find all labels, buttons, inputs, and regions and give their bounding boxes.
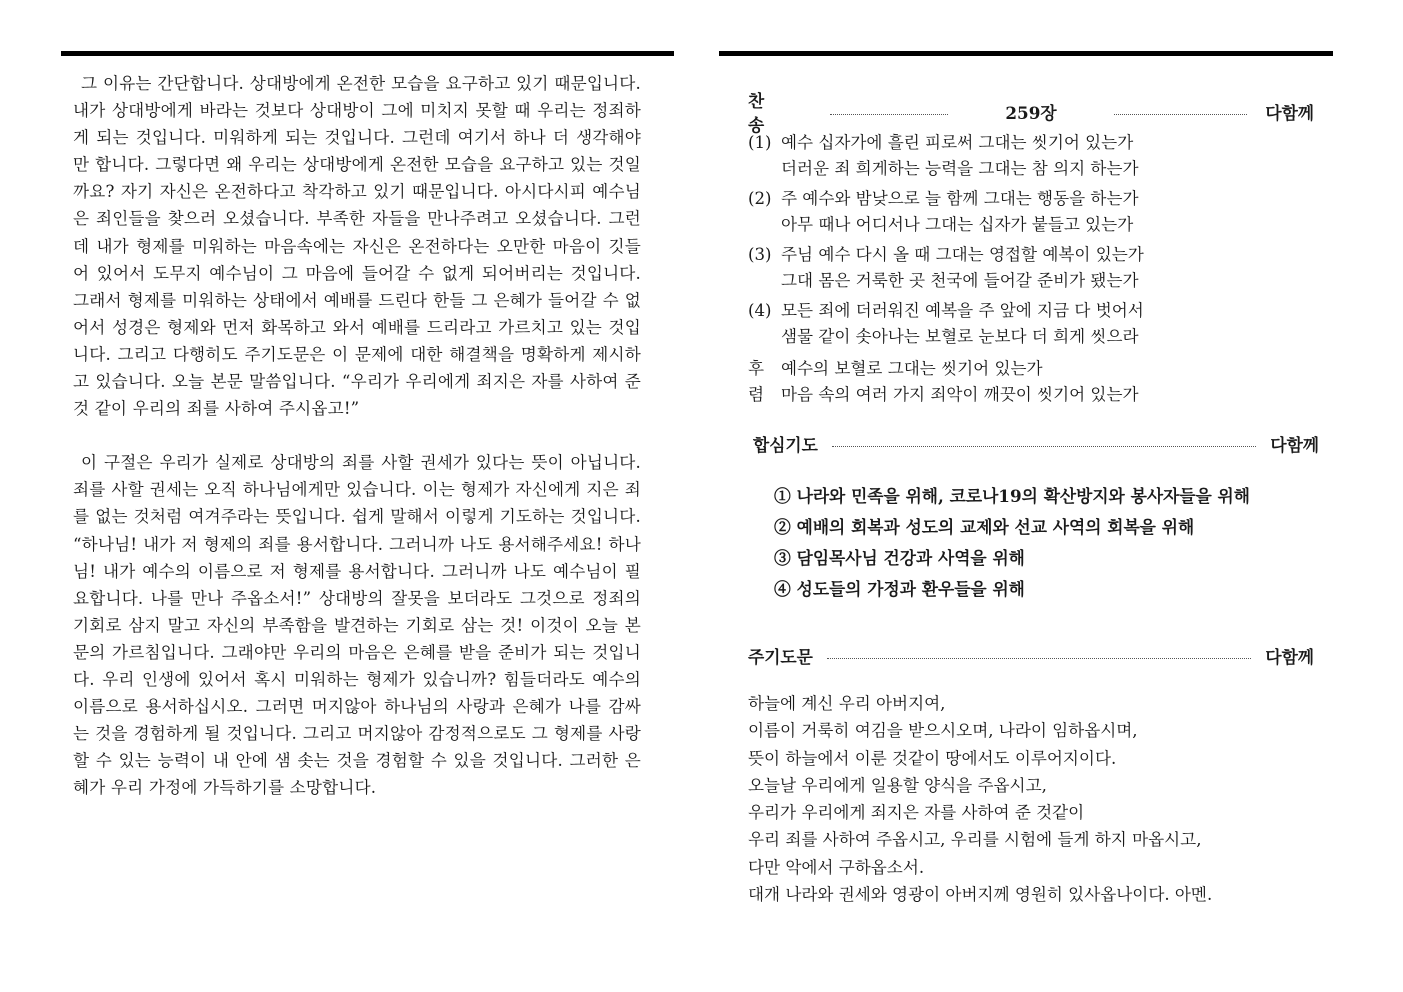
lords-prayer-line: 다만 악에서 구하옵소서. bbox=[748, 857, 925, 877]
chorus-label: 렴 bbox=[748, 385, 765, 404]
verse-line: 주 예수와 밤낮으로 늘 함께 그대는 행동을 하는가 bbox=[781, 189, 1139, 208]
lords-prayer-line: 뜻이 하늘에서 이룬 것같이 땅에서도 이루어지이다. bbox=[748, 748, 1117, 768]
chorus-line: 마음 속의 여러 가지 죄악이 깨끗이 씻기어 있는가 bbox=[781, 385, 1139, 404]
lords-prayer-line: 하늘에 계신 우리 아버지여, bbox=[748, 694, 946, 713]
lords-prayer-line: 오늘날 우리에게 일용할 양식을 주옵시고, bbox=[748, 775, 1047, 795]
lords-prayer-label: 주기도문 bbox=[748, 647, 813, 667]
left-page-top-rule bbox=[61, 51, 674, 56]
lords-prayer-line: 이름이 거룩히 여김을 받으시오며, 나라이 임하옵시며, bbox=[748, 721, 1138, 741]
right-page-top-rule bbox=[719, 51, 1333, 56]
prayer-item: ③ 담임목사님 건강과 사역을 위해 bbox=[774, 548, 1025, 568]
hymn-verse bbox=[748, 130, 1318, 182]
verse-number: (1) bbox=[748, 133, 772, 152]
verse-number: (2) bbox=[748, 189, 772, 208]
hymn-label: 찬송 bbox=[748, 91, 795, 135]
verse-number: (4) bbox=[748, 301, 772, 320]
hymn-verse bbox=[748, 298, 1318, 350]
lords-prayer-performer: 다함께 bbox=[1265, 647, 1314, 667]
dotted-leader bbox=[830, 114, 948, 115]
hymn-performer: 다함께 bbox=[1265, 103, 1314, 123]
prayer-header bbox=[753, 432, 1319, 456]
prayer-items bbox=[774, 481, 1250, 605]
hymn-chorus bbox=[748, 356, 1139, 408]
prayer-item: ① 나라와 민족을 위해, 코로나19의 확산방지와 봉사자들을 위해 bbox=[774, 486, 1250, 506]
verse-line: 아무 때나 어디서나 그대는 십자가 붙들고 있는가 bbox=[781, 215, 1134, 234]
verse-line: 더러운 죄 희게하는 능력을 그대는 참 의지 하는가 bbox=[781, 159, 1139, 178]
lords-prayer-line: 대개 나라와 권세와 영광이 아버지께 영원히 있사옵나이다. 아멘. bbox=[748, 885, 1213, 905]
verse-line: 예수 십자가에 흘린 피로써 그대는 씻기어 있는가 bbox=[781, 133, 1134, 152]
prayer-item: ④ 성도들의 가정과 환우들을 위해 bbox=[774, 579, 1025, 599]
lords-prayer-text bbox=[748, 690, 1212, 908]
prayer-label: 합심기도 bbox=[753, 435, 818, 455]
chorus-label: 후 bbox=[748, 359, 765, 378]
lords-prayer-line: 우리 죄를 사하여 주옵시고, 우리를 시험에 들게 하지 마옵시고, bbox=[748, 830, 1202, 850]
verse-line: 주님 예수 다시 올 때 그대는 영접할 예복이 있는가 bbox=[781, 245, 1144, 264]
verse-line: 모든 죄에 더러워진 예복을 주 앞에 지금 다 벗어서 bbox=[781, 301, 1144, 320]
prayer-performer: 다함께 bbox=[1270, 435, 1319, 455]
verse-line: 그대 몸은 거룩한 곳 천국에 들어갈 준비가 됐는가 bbox=[781, 271, 1139, 290]
hymn-verse bbox=[748, 186, 1318, 238]
dotted-leader bbox=[827, 658, 1252, 659]
chorus-line: 예수의 보혈로 그대는 씻기어 있는가 bbox=[781, 359, 1043, 378]
sermon-paragraph-2: 이 구절은 우리가 실제로 상대방의 죄를 사할 권세가 있다는 뜻이 아닙니다. 죄를 사할 권세는 오직 하나님에게만 있습니다. 이는 형제가 자신에게 지은 죄를 없는 것처럼 여겨주라는 뜻입니다. 쉽게 말해서 이렇게 기도하는 것입니다. “하나님! 내가 저 형제의 죄를 용서합니다. 그러니까 나도 용서해주세요! 하나님! 내가 예수의 이름으로 저 형제를 용서합니다. 그러니까 나도 예수님이 필요합니다. 나를 만나 주옵소서!” 상대방의 잘못을 보더라도 그것으로 정죄의 기회로 삼지 말고 자신의 부족함을 발견하는 기회로 삼는 것! 이것이 오늘 본문의 가르침입니다. 그래야만 우리의 마음은 은혜를 받을 준비가 되는 것입니다. 우리 인생에 있어서 혹시 미워하는 형제가 있습니까? 힘들더라도 예수의 이름으로 용서하십시오. 그러면 머지않아 하나님의 사랑과 은혜가 나를 감싸는 것을 경험하게 될 것입니다. 그리고 머지않아 감정적으로도 그 형제를 사랑할 수 있는 능력이 내 안에 샘 솟는 것을 경험할 수 있을 것입니다. 그러한 은혜가 우리 가정에 가득하기를 소망합니다. bbox=[73, 453, 641, 798]
verse-number: (3) bbox=[748, 245, 772, 264]
lords-prayer-line: 우리가 우리에게 죄지은 자를 사하여 준 것같이 bbox=[748, 803, 1085, 823]
dotted-leader bbox=[1114, 114, 1247, 115]
hymn-header bbox=[748, 88, 1314, 136]
sermon-text bbox=[73, 70, 641, 801]
prayer-item: ② 예배의 회복과 성도의 교제와 선교 사역의 회복을 위해 bbox=[774, 517, 1195, 537]
dotted-leader bbox=[832, 446, 1257, 447]
lords-prayer-header bbox=[748, 644, 1314, 668]
hymn-number: 259장 bbox=[1005, 103, 1057, 123]
hymn-verse bbox=[748, 242, 1318, 294]
sermon-paragraph-1: 그 이유는 간단합니다. 상대방에게 온전한 모습을 요구하고 있기 때문입니다. 내가 상대방에게 바라는 것보다 상대방이 그에 미치지 못할 때 우리는 정죄하게 되는 것입니다. 미워하게 되는 것입니다. 그런데 여기서 하나 더 생각해야만 합니다. 그렇다면 왜 우리는 상대방에게 온전한 모습을 요구하고 있는 것일까요? 자기 자신은 온전하다고 착각하고 있기 때문입니다. 아시다시피 예수님은 죄인들을 찾으러 오셨습니다. 부족한 자들을 만나주려고 오셨습니다. 그런데 내가 형제를 미워하는 마음속에는 자신은 온전하다는 오만한 마음이 깃들어 있어서 도무지 예수님이 그 마음에 들어갈 수 없게 되어버리는 것입니다. 그래서 형제를 미워하는 상태에서 예배를 드린다 한들 그 은혜가 들어갈 수 없어서 성경은 형제와 먼저 화목하고 와서 예배를 드리라고 가르치고 있는 것입니다. 그리고 다행히도 주기도문은 이 문제에 대한 해결책을 명확하게 제시하고 있습니다. 오늘 본문 말씀입니다. “우리가 우리에게 죄지은 자를 사하여 준 것 같이 우리의 죄를 사하여 주시옵고!” bbox=[73, 74, 641, 419]
hymn-verses bbox=[748, 130, 1318, 354]
verse-line: 샘물 같이 솟아나는 보혈로 눈보다 더 희게 씻으라 bbox=[781, 327, 1139, 346]
